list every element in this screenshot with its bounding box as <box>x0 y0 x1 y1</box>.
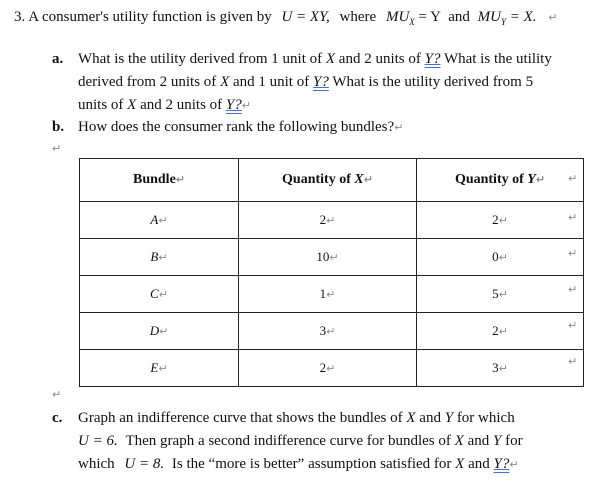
header-bundle: Bundle↵ <box>80 159 239 202</box>
return-mark: ↵ <box>241 99 251 112</box>
row-end-mark: ↵ <box>568 172 578 185</box>
where-word: where <box>339 9 377 25</box>
part-a-line-1: What is the utility derived from 1 unit of X and 2 units of Y? What is the utility <box>78 51 552 67</box>
mux-label: $MU_X$ <box>385 9 415 27</box>
quantity-x-cell: 2↵ <box>239 202 417 239</box>
part-b-label: b. <box>52 119 65 135</box>
table-row <box>80 239 584 276</box>
part-a-line-3: units of X and 2 units of Y?↵ <box>78 97 251 113</box>
muy-value: = X. <box>509 9 537 25</box>
bundle-cell: C↵ <box>80 276 239 313</box>
part-a-line-2: derived from 2 units of X and 1 unit of Y? What is the utility derived from 5 <box>78 74 534 90</box>
bundle-cell: A↵ <box>80 202 239 239</box>
quantity-y-cell: 3↵ <box>417 350 584 387</box>
formula-u8: U = 8. <box>124 456 165 472</box>
question-intro <box>14 8 558 31</box>
question-number: 3. <box>14 9 26 25</box>
formula-u6: U = 6. <box>78 433 118 449</box>
quantity-x-cell: 10↵ <box>239 239 417 276</box>
mux-value: = Y <box>418 9 441 25</box>
quantity-y-cell: 0↵ <box>417 239 584 276</box>
part-c-label: c. <box>52 410 63 426</box>
quantity-y-cell: 2↵ <box>417 313 584 350</box>
quantity-x-cell: 3↵ <box>239 313 417 350</box>
header-quantity-y: Quantity of Y↵ <box>417 159 584 202</box>
bundles-table <box>79 158 584 387</box>
table-row <box>80 276 584 313</box>
quantity-x-cell: 2↵ <box>239 350 417 387</box>
bundle-cell: B↵ <box>80 239 239 276</box>
quantity-y-cell: 5↵ <box>417 276 584 313</box>
bundle-cell: E↵ <box>80 350 239 387</box>
part-c-line-1: Graph an indifference curve that shows the bundles of X and Y for which <box>78 410 515 426</box>
bundle-cell: D↵ <box>80 313 239 350</box>
return-mark: ↵ <box>548 11 558 24</box>
paragraph-mark: ↵ <box>52 142 62 155</box>
utility-formula: U = XY, <box>281 9 330 25</box>
quantity-x-cell: 1↵ <box>239 276 417 313</box>
row-end-mark: ↵ <box>568 283 578 296</box>
row-end-mark: ↵ <box>568 247 578 260</box>
paragraph-mark: ↵ <box>52 388 62 401</box>
muy-label: $MU_Y$ <box>477 9 506 27</box>
row-end-mark: ↵ <box>568 211 578 224</box>
table-row <box>80 313 584 350</box>
table-row <box>80 202 584 239</box>
table-header-row <box>80 159 584 202</box>
and-word: and <box>448 9 470 25</box>
table-row <box>80 350 584 387</box>
row-end-mark: ↵ <box>568 319 578 332</box>
quantity-y-cell: 2↵ <box>417 202 584 239</box>
part-a-label: a. <box>52 51 64 67</box>
row-end-mark: ↵ <box>568 355 578 368</box>
part-b-text: How does the consumer rank the following bundles?↵ <box>78 119 404 135</box>
part-c-line-3: which U = 8. Is the “more is better” assumption satisfied for X and Y?↵ <box>78 456 519 472</box>
question-intro-text: A consumer's utility function is given by <box>28 9 272 25</box>
part-c-line-2: U = 6. Then graph a second indifference curve for bundles of X and Y for <box>78 433 523 449</box>
header-quantity-x: Quantity of X↵ <box>239 159 417 202</box>
